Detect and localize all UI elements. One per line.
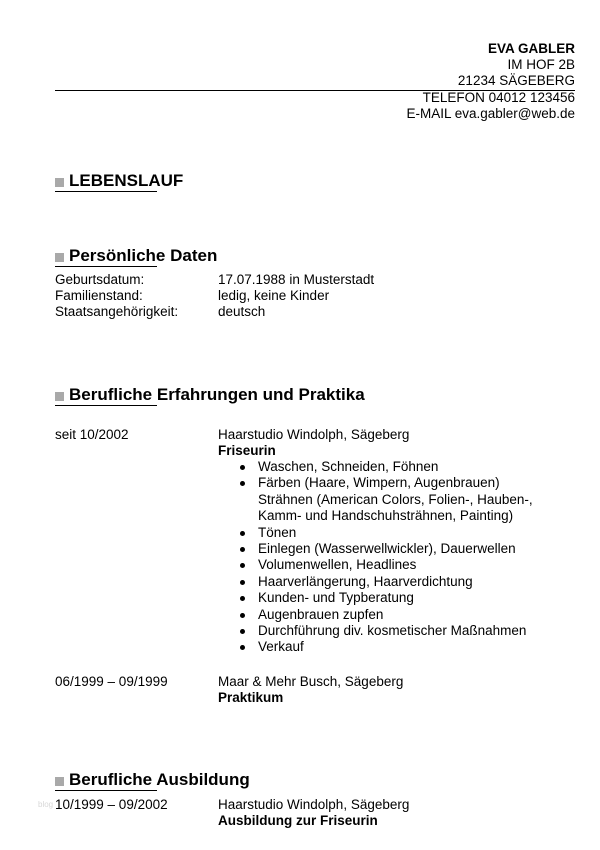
square-bullet-icon — [55, 253, 64, 262]
list-item: Haarverlängerung, Haarverdichtung — [218, 574, 533, 590]
section-underline — [55, 405, 157, 406]
list-item: Volumenwellen, Headlines — [218, 557, 533, 573]
list-item: Waschen, Schneiden, Föhnen — [218, 459, 533, 475]
list-item: Durchführung div. kosmetischer Maßnahmen — [218, 623, 533, 639]
title-underline — [55, 191, 157, 192]
entry-role: Ausbildung zur Friseurin — [218, 813, 378, 828]
document-title: LEBENSLAUF — [55, 171, 183, 191]
section-heading-personal: Persönliche Daten — [55, 246, 217, 266]
city-address: 21234 SÄGEBERG — [457, 73, 575, 88]
list-item: Tönen — [218, 525, 533, 541]
email-address: E-MAIL eva.gabler@web.de — [406, 106, 575, 121]
list-item: Einlegen (Wasserwellwickler), Dauerwellen — [218, 541, 533, 557]
personal-label: Geburtsdatum: — [55, 272, 145, 287]
list-item: Verkauf — [218, 639, 533, 655]
applicant-name: EVA GABLER — [487, 41, 575, 56]
section-heading-experience: Berufliche Erfahrungen und Praktika — [55, 385, 365, 405]
entry-role: Friseurin — [218, 443, 276, 458]
personal-value: ledig, keine Kinder — [218, 288, 330, 303]
contact-header — [458, 41, 575, 89]
personal-value: deutsch — [218, 304, 266, 319]
watermark: blog — [38, 800, 54, 809]
phone-number: TELEFON 04012 123456 — [422, 90, 575, 105]
list-item-continuation: Strähnen (American Colors, Folien-, Hauben-, — [258, 491, 533, 507]
list-item-continuation: Kamm- und Handschuhsträhnen, Painting) — [258, 508, 514, 524]
entry-period: 10/1999 – 09/2002 — [55, 797, 168, 812]
list-item: Färben (Haare, Wimpern, Augenbrauen) — [218, 475, 533, 491]
entry-employer: Haarstudio Windolph, Sägeberg — [218, 427, 410, 442]
task-list — [218, 459, 533, 656]
square-bullet-icon — [55, 392, 64, 401]
section-underline — [55, 266, 157, 267]
entry-employer: Maar & Mehr Busch, Sägeberg — [218, 674, 404, 689]
list-item: Kunden- und Typberatung — [218, 590, 533, 606]
section-underline — [55, 790, 157, 791]
entry-period: seit 10/2002 — [55, 427, 129, 442]
entry-role: Praktikum — [218, 690, 284, 705]
section-heading-education: Berufliche Ausbildung — [55, 770, 250, 790]
personal-label: Staatsangehörigkeit: — [55, 304, 179, 319]
entry-employer: Haarstudio Windolph, Sägeberg — [218, 797, 410, 812]
entry-period: 06/1999 – 09/1999 — [55, 674, 168, 689]
square-bullet-icon — [55, 777, 64, 786]
personal-value: 17.07.1988 in Musterstadt — [218, 272, 375, 287]
contact-details — [406, 90, 575, 122]
square-bullet-icon — [55, 178, 64, 187]
street-address: IM HOF 2B — [507, 57, 575, 72]
personal-label: Familienstand: — [55, 288, 143, 303]
list-item: Augenbrauen zupfen — [218, 607, 533, 623]
